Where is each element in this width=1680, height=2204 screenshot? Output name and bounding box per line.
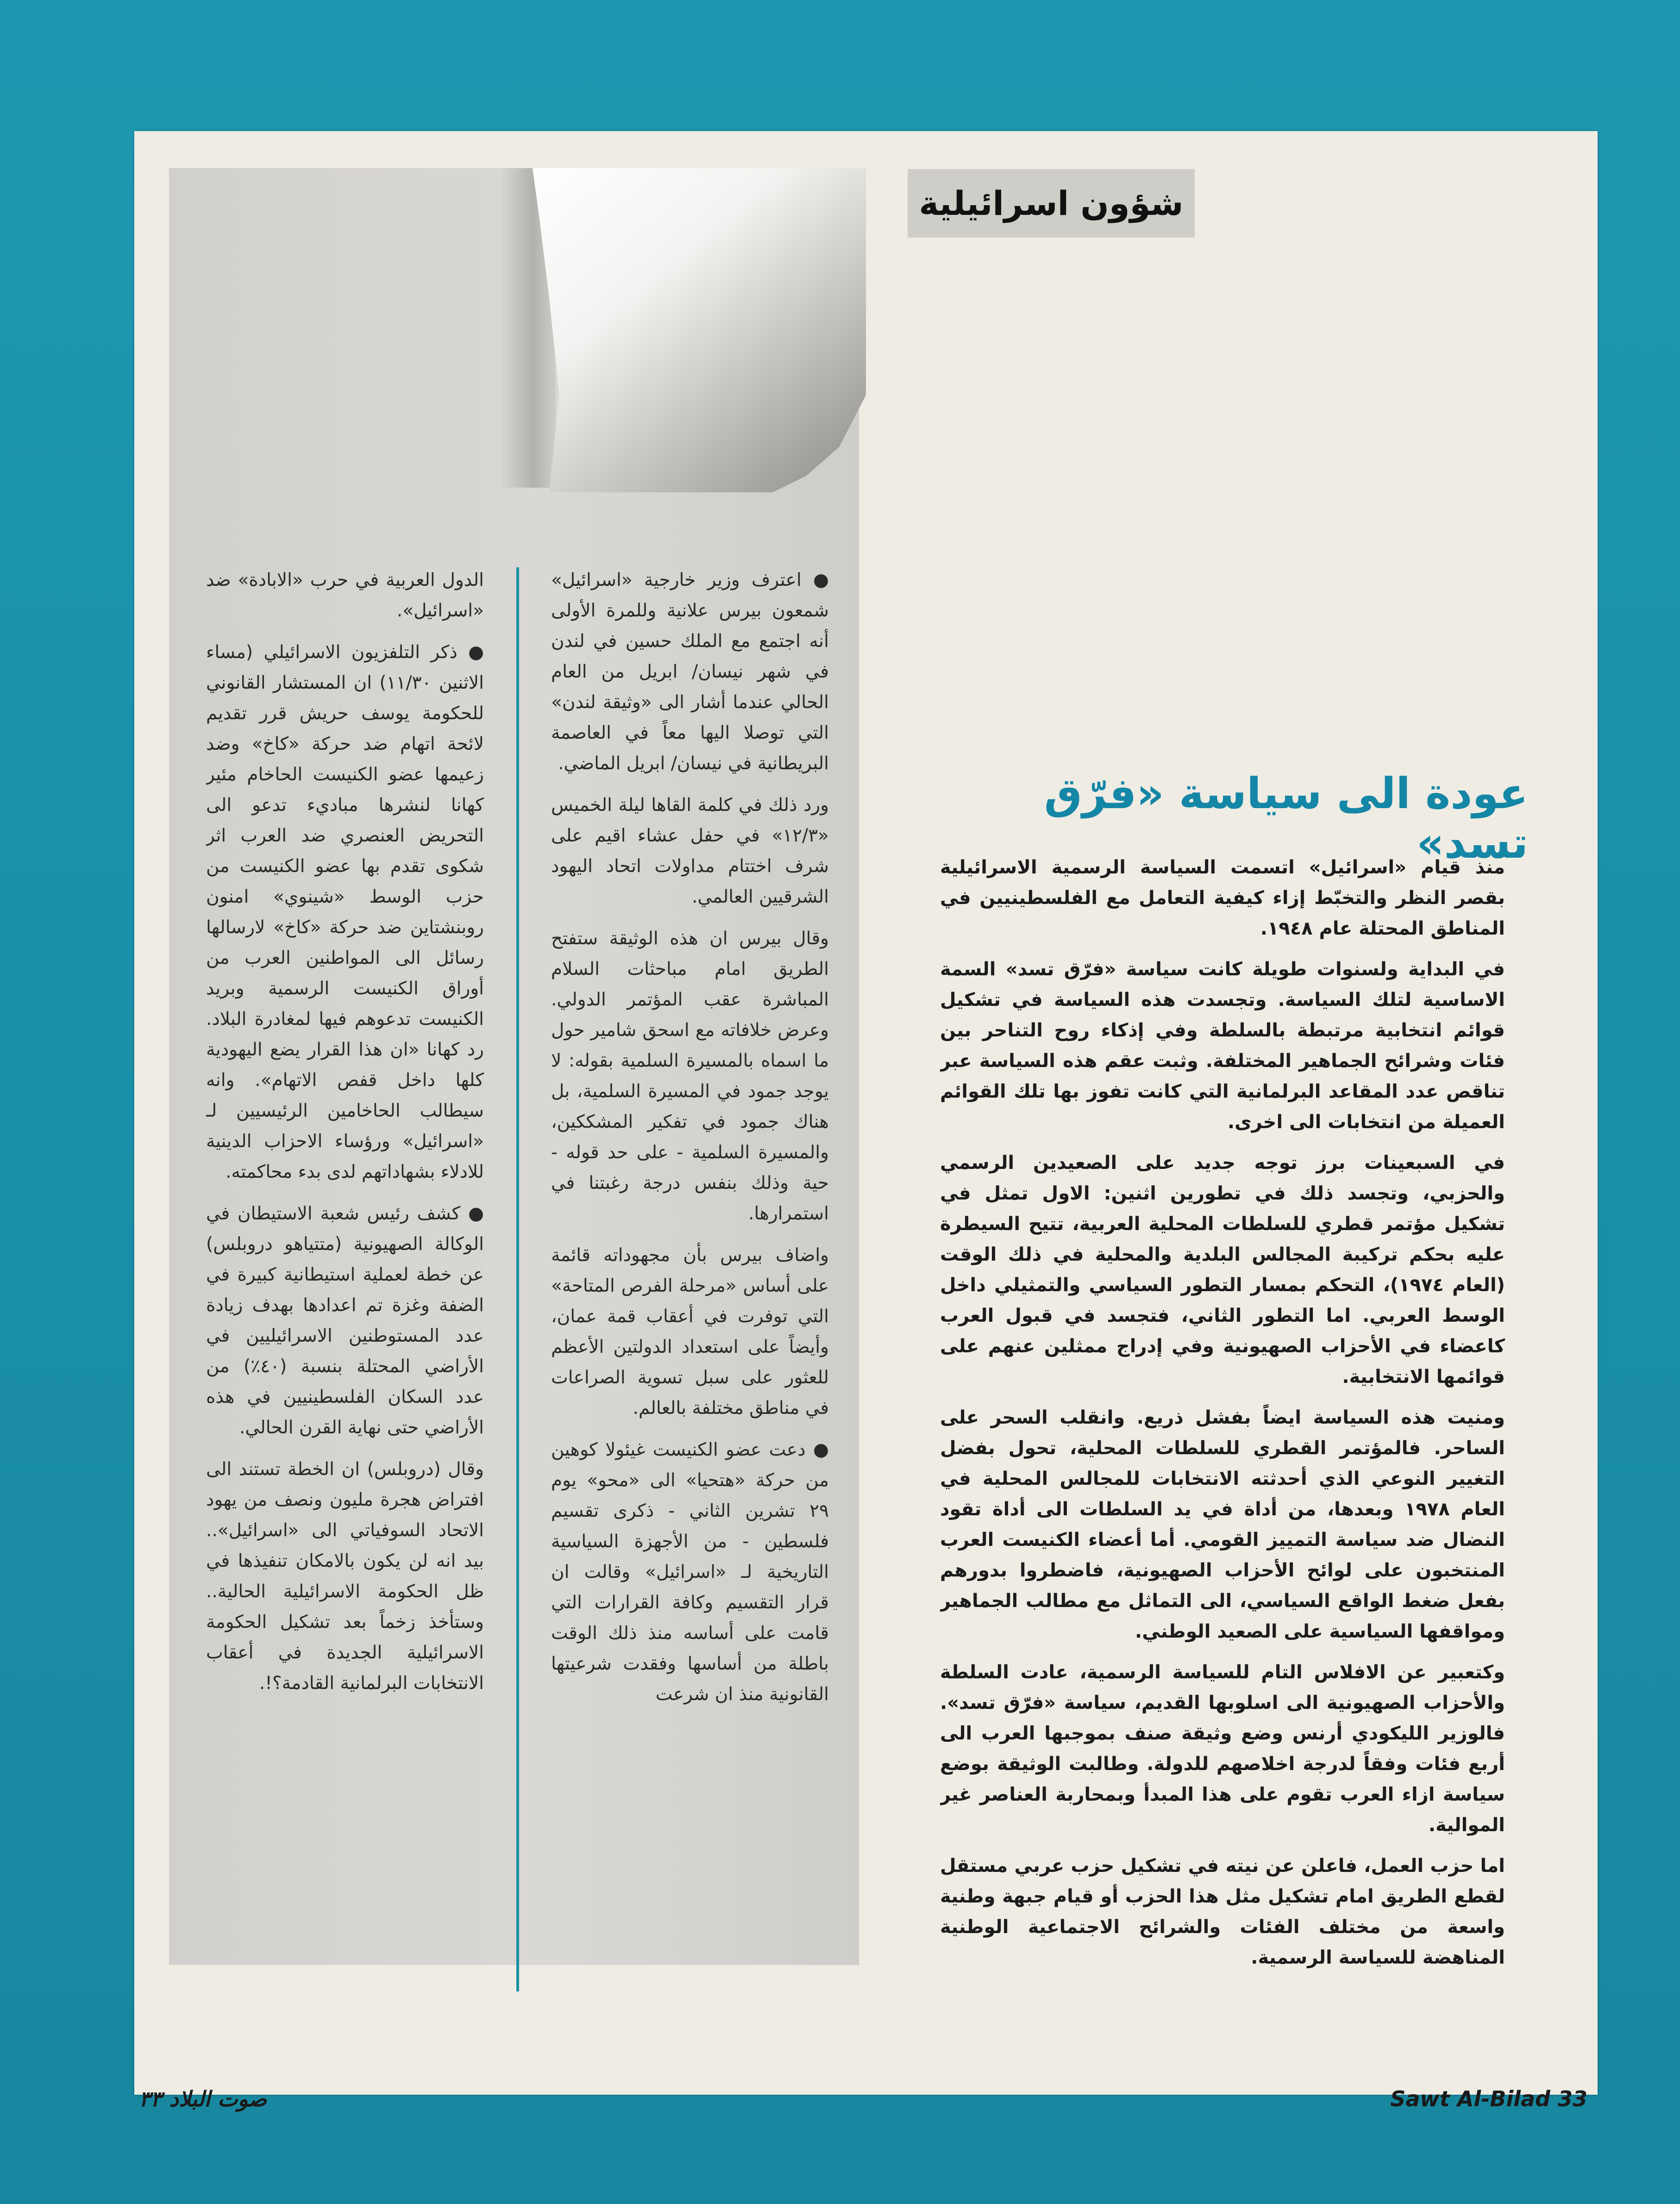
page-curl-graphic [533,168,866,492]
news-column-left [206,565,484,2001]
article-paragraph: في السبعينات برز توجه جديد على الصعيدين الرسمي والحزبي، وتجسد ذلك في تطورين اثنين: الاول تمثل في تشكيل مؤتمر قطري للسلطات المحلية العربية، تتيح السيطرة عليه بحكم تركيبة المجالس البلدية والمحلية في ذلك الوقت (العام ١٩٧٤)، التحكم بمسار التطور السياسي والتمثيلي داخل الوسط العربي. اما التطور الثاني، فتجسد في قبول العرب كاعضاء في الأحزاب الصهيونية وفي إدراج ممثلين عنهم على قوائمها الانتخابية. [940,1152,1505,1388]
footer-arabic-page-label: صوت البلاد ٣٣ [139,2086,267,2111]
news-item: الدول العربية في حرب «الابادة» ضد «اسرائيل». [206,570,484,621]
news-item: ورد ذلك في كلمة القاها ليلة الخميس «١٢/٣» في حفل عشاء اقيم على شرف اختتام مداولات اتحاد اليهود الشرقيين العالمي. [551,795,829,907]
section-header [908,169,1195,238]
news-item: وقال بيرس ان هذه الوثيقة ستفتح الطريق امام مباحثات السلام المباشرة عقب المؤتمر الدولي. وعرض خلافاته مع اسحق شامير حول ما اسماه بالمسيرة السلمية بقوله: لا يوجد جمود في المسيرة السلمية، بل هناك جمود في تفكير المشككين، والمسيرة السلمية - على حد قوله - حية وذلك بنفس درجة رغبتنا في استمرارها. [551,928,829,1224]
news-item: وقال (دروبلس) ان الخطة تستند الى افتراض هجرة مليون ونصف من يهود الاتحاد السوفياتي الى «اسرائيل».. بيد انه لن يكون بالامكان تنفيذها في ظل الحكومة الاسرائيلية الحالية.. وستأخذ زخماً بعد تشكيل الحكومة الاسرائيلية الجديدة في أعقاب الانتخابات البرلمانية القادمة؟!. [206,1459,484,1694]
news-item: ● اعترف وزير خارجية «اسرائيل» شمعون بيرس علانية وللمرة الأولى أنه اجتمع مع الملك حسين في لندن في شهر نيسان/ ابريل من العام الحالي عندما أشار الى «وثيقة لندن» التي توصلا اليها معاً في العاصمة البريطانية في نيسان/ ابريل الماضي. [551,570,829,774]
article-paragraph: ومنيت هذه السياسة ايضاً بفشل ذريع. وانقلب السحر على الساحر. فالمؤتمر القطري للسلطات المحلية، تحول بفضل التغيير النوعي الذي أحدثته الانتخابات للمجالس المحلية في العام ١٩٧٨ وبعدها، من أداة في يد السلطات الى أداة تقود النضال ضد سياسة التمييز القومي. أما أعضاء الكنيست العرب المنتخبون على لوائح الأحزاب الصهيونية، فاضطروا بدورهم بفعل ضغط الواقع السياسي، الى التماثل مع مطالب الجماهير ومواقفها السياسية على الصعيد الوطني. [940,1407,1505,1642]
news-item: ● كشف رئيس شعبة الاستيطان في الوكالة الصهيونية (متتياهو دروبلس) عن خطة لعملية استيطانية كبيرة في الضفة وغزة تم اعدادها بهدف زيادة عدد المستوطنين الاسرائيليين في الأراضي المحتلة بنسبة (٤٠٪) من عدد السكان الفلسطينيين في هذه الأراضي حتى نهاية القرن الحالي. [206,1203,484,1438]
news-item: واضاف بيرس بأن مجهوداته قائمة على أساس «مرحلة الفرص المتاحة» التي توفرت في أعقاب قمة عمان، وأيضاً على استعداد الدولتين الأعظم للعثور على سبل تسوية الصراعات في مناطق مختلفة بالعالم. [551,1245,829,1419]
article-paragraph: منذ قيام «اسرائيل» اتسمت السياسة الرسمية الاسرائيلية بقصر النظر والتخبّط إزاء كيفية التعامل مع الفلسطينيين في المناطق المحتلة عام ١٩٤٨. [940,857,1505,939]
main-article [940,852,1505,2010]
article-paragraph: وكتعبير عن الافلاس التام للسياسة الرسمية، عادت السلطة والأحزاب الصهيونية الى اسلوبها القديم، سياسة «فرّق تسد». فالوزير الليكودي أرنس وضع وثيقة صنف بموجبها العرب الى أربع فئات وفقاً لدرجة اخلاصهم للدولة. وطالبت الوثيقة بوضع سياسة ازاء العرب تقوم على هذا المبدأ وبمحاربة العناصر غير الموالية. [940,1662,1505,1836]
news-item: ● ذكر التلفزيون الاسرائيلي (مساء الاثنين ١١/٣٠) ان المستشار القانوني للحكومة يوسف حريش قرر تقديم لائحة اتهام ضد حركة «كاخ» وضد زعيمها عضو الكنيست الحاخام مئير كهانا لنشرها مباديء تدعو الى التحريض العنصري ضد العرب اثر شكوى تقدم بها عضو الكنيست من حزب الوسط «شينوي» امنون روبنشتاين ضد حركة «كاخ» لارسالها رسائل الى المواطنين العرب من أوراق الكنيست الرسمية وبريد الكنيست تدعوهم فيها لمغادرة البلاد. رد كهانا «ان هذا القرار يضع اليهودية كلها داخل قفص الاتهام». وانه سيطالب الحاخامين الرئيسيين لـ «اسرائيل» ورؤساء الاحزاب الدينية للادلاء بشهاداتهم لدى بدء محاكمته. [206,642,484,1182]
article-paragraph: في البداية ولسنوات طويلة كانت سياسة «فرّق تسد» السمة الاساسية لتلك السياسة. وتجسدت هذه السياسة في تشكيل قوائم انتخابية مرتبطة بالسلطة وفي إذكاء روح التناحر بين فئات وشرائح الجماهير المختلفة. وثبت عقم هذه السياسة عبر تناقص عدد المقاعد البرلمانية التي كانت تفوز بها تلك القوائم العميلة من انتخابات الى اخرى. [940,959,1505,1133]
news-item: ● دعت عضو الكنيست غيئولا كوهين من حركة «هتحيا» الى «محو» يوم ٢٩ تشرين الثاني - ذكرى تقسيم فلسطين - من الأجهزة السياسية التاريخية لـ «اسرائيل» وقالت ان قرار التقسيم وكافة القرارات التي قامت على أساسه منذ ذلك الوقت باطلة من أساسها وفقدت شرعيتها القانونية منذ ان شرعت [551,1439,829,1705]
section-header-label: شؤون اسرائيلية [919,184,1184,223]
news-column-middle [551,565,829,2001]
footer-latin-page-label: Sawt Al-Bilad 33 [1390,2086,1587,2111]
article-headline: عودة الى سياسة «فرّق تسد» [1044,769,1528,868]
article-paragraph: اما حزب العمل، فاعلن عن نيته في تشكيل حزب عربي مستقل لقطع الطريق امام تشكيل مثل هذا الحزب أو قيام جبهة وطنية واسعة من مختلف الفئات والشرائح الاجتماعية الوطنية المناهضة للسياسة الرسمية. [940,1855,1505,1968]
column-divider [516,567,519,1991]
